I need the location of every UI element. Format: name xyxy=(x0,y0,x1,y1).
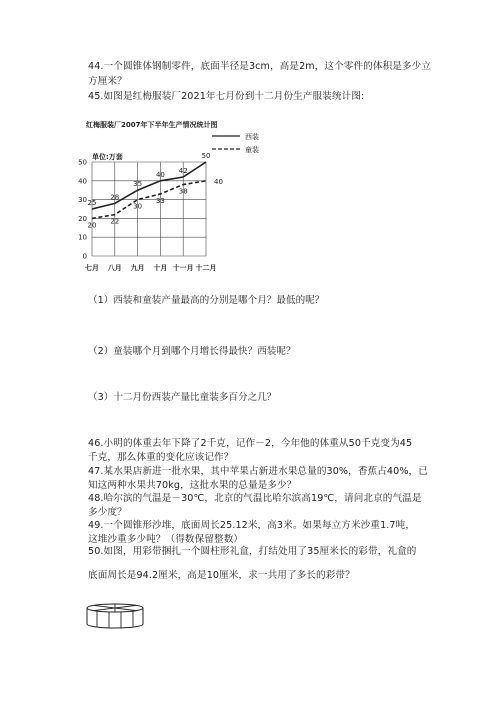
chart-unit-label: 单位:万套 xyxy=(92,153,123,161)
data-label: 22 xyxy=(110,217,120,226)
problem-45-text: 45.如图是红梅服装厂2021年七月份到十二月份生产服装统计图: xyxy=(88,91,365,102)
y-tick-label: 50 xyxy=(78,158,87,167)
problem-47-text-cont: 知这两种水果共70kg，这批水果的总量是多少？ xyxy=(88,480,297,491)
series-line-suit xyxy=(92,162,206,209)
data-label: 35 xyxy=(133,180,143,189)
y-tick-label: 20 xyxy=(78,214,87,223)
x-tick-label: 九月 xyxy=(130,264,145,272)
subquestion-2: （2）童装哪个月到哪个月增长得最快？西装呢？ xyxy=(88,346,296,357)
problem-46-text: 46.小明的体重去年下降了2千克，记作－2，今年他的体重从50千克变为45 xyxy=(88,438,413,449)
y-tick-label: 40 xyxy=(78,177,87,186)
problem-48-text-cont: 多少度？ xyxy=(88,507,127,518)
data-label: 38 xyxy=(178,187,188,196)
problem-44-text: 44.一个圆锥体钢制零件，底面半径是3cm，高是2m，这个零件的体积是多少立 xyxy=(88,61,432,72)
problem-47-text: 47.某水果店新进一批水果，其中苹果占新进水果总量的30%，香蕉占40%，已 xyxy=(88,466,428,477)
x-tick-label: 十月 xyxy=(153,264,168,272)
subquestion-1: （1）西装和童装产量最高的分别是哪个月？最低的呢？ xyxy=(88,295,325,306)
x-tick-label: 七月 xyxy=(85,264,99,272)
chart-title: 红梅服装厂2007年下半年生产情况统计图 xyxy=(86,121,218,129)
problem-49-text-cont: 这堆沙重多少吨？（得数保留整数） xyxy=(88,534,244,545)
data-label: 40 xyxy=(214,177,223,186)
gift-box-illustration xyxy=(80,602,150,632)
data-label: 30 xyxy=(133,202,143,211)
problem-44-text-cont: 方厘米？ xyxy=(88,76,127,87)
data-label: 25 xyxy=(87,199,97,207)
data-label: 42 xyxy=(178,167,188,176)
legend-item-suit: 西装 xyxy=(245,133,259,141)
data-label: 50 xyxy=(201,152,211,160)
y-tick-label: 0 xyxy=(82,252,87,261)
data-label: 28 xyxy=(110,193,120,202)
legend-item-kids: 童装 xyxy=(245,146,259,154)
problem-48-text: 48.哈尔滨的气温是－30℃，北京的气温比哈尔滨高19℃，请问北京的气温是 xyxy=(88,493,422,504)
y-tick-label: 30 xyxy=(78,196,87,205)
x-tick-label: 十二月 xyxy=(195,264,217,272)
problem-50-text-cont: 底面周长是94.2厘米，高是10厘米，求一共用了多长的彩带？ xyxy=(88,570,355,581)
problem-49-text: 49.一个圆锥形沙堆，底面周长25.12米，高3米。如果每立方米沙重1.7吨， xyxy=(88,520,416,531)
data-label: 20 xyxy=(87,221,97,230)
x-tick-label: 八月 xyxy=(107,264,122,272)
y-tick-label: 10 xyxy=(78,233,87,242)
subquestion-3: （3）十二月份西装产量比童装多百分之几？ xyxy=(88,392,277,403)
data-label: 33 xyxy=(155,196,165,205)
x-tick-label: 十一月 xyxy=(172,264,194,272)
problem-46-text-cont: 千克，那么体重的变化应该记作？ xyxy=(88,452,234,463)
data-label: 40 xyxy=(155,170,165,179)
problem-50-text: 50.如图，用彩带捆扎一个圆柱形礼盒，打结处用了35厘米长的彩带，礼盒的 xyxy=(88,546,417,557)
